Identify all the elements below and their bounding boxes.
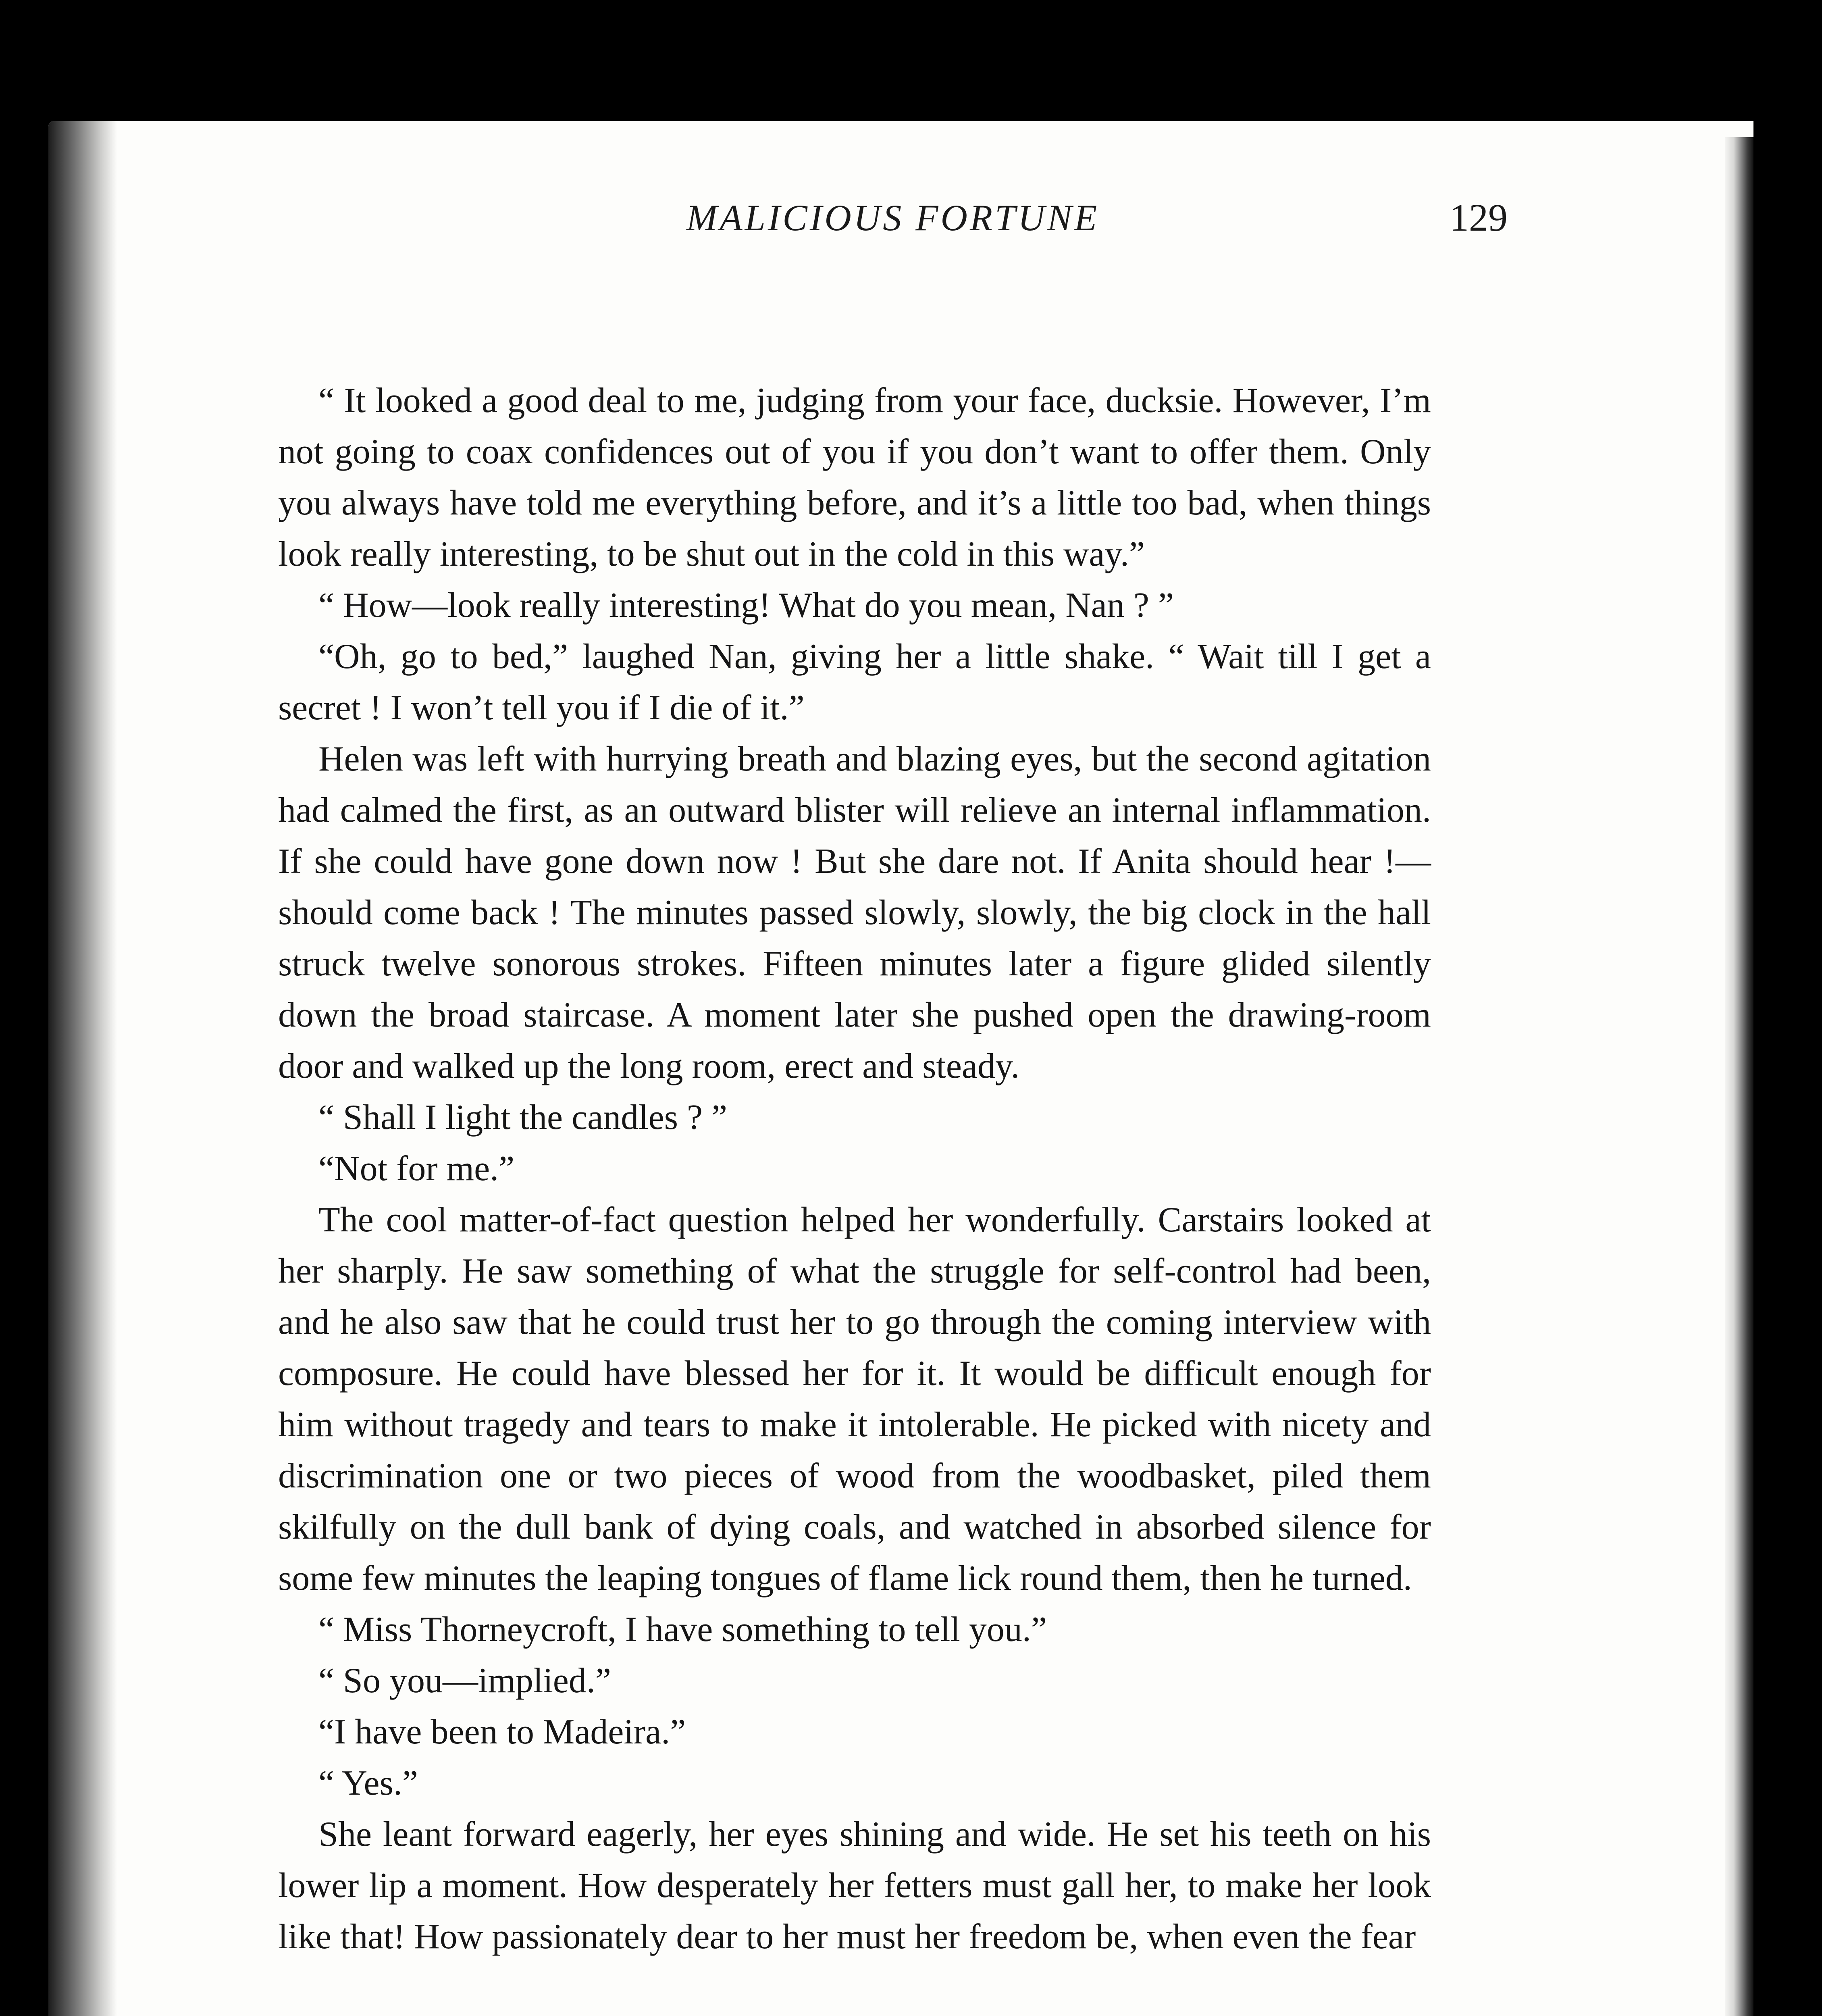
- paragraph: “ Miss Thorneycroft, I have something to tell you.”: [318, 1610, 1047, 1649]
- paragraph: “I have been to Madeira.”: [318, 1712, 686, 1752]
- book-spine-shadow: [48, 121, 117, 2016]
- paragraph: “ It looked a good deal to me, judging from your face, ducksie. However, I’m not going to coax confidences out of you if you don’t want to offer them. Only you always have told me everything before, and it’s a little too bad, when things look really interesting, to be shut out in the cold in this way.”: [278, 381, 1431, 574]
- page-edge-shadow: [1725, 137, 1753, 2016]
- page-number: 129: [1450, 196, 1508, 239]
- paragraph: “ So you—implied.”: [318, 1661, 611, 1700]
- paragraph: “ Shall I light the candles ? ”: [318, 1098, 728, 1137]
- running-title: MALICIOUS FORTUNE: [686, 197, 1100, 238]
- paragraph: “ How—look really interesting! What do you mean, Nan ? ”: [318, 586, 1174, 625]
- paragraph: “Oh, go to bed,” laughed Nan, giving her a little shake. “ Wait till I get a secret ! I won’t tell you if I die of it.”: [278, 637, 1431, 727]
- paragraph: “Not for me.”: [318, 1149, 515, 1188]
- paragraph: She leant forward eagerly, her eyes shining and wide. He set his teeth on his lower lip a moment. How desperately her fetters must gall her, to make her look like that! How passionately dear to her must her freedom be, when even the fear: [278, 1815, 1431, 1956]
- page-header: [278, 185, 1508, 250]
- paragraph: The cool matter-of-fact question helped her wonderfully. Carstairs looked at her sharply. He saw something of what the struggle for self-control had been, and he also saw that he could trust her to go through the coming interview with composure. He could have blessed her for it. It would be difficult enough for him without tragedy and tears to make it intolerable. He picked with nicety and discrimination one or two pieces of wood from the woodbasket, piled them skilfully on the dull bank of dying coals, and watched in absorbed silence for some few minutes the leaping tongues of flame lick round them, then he turned.: [278, 1200, 1431, 1598]
- paragraph: “ Yes.”: [318, 1764, 418, 1803]
- paragraph: Helen was left with hurrying breath and blazing eyes, but the second agitation had calmed the first, as an outward blister will relieve an internal inflammation. If she could have gone down now ! But she dare not. If Anita should hear !—should come back ! The minutes passed slowly, slowly, the big clock in the hall struck twelve sonorous strokes. Fifteen minutes later a figure glided silently down the broad staircase. A moment later she pushed open the drawing-room door and walked up the long room, erect and steady.: [278, 739, 1431, 1086]
- body-text: [278, 375, 1431, 1962]
